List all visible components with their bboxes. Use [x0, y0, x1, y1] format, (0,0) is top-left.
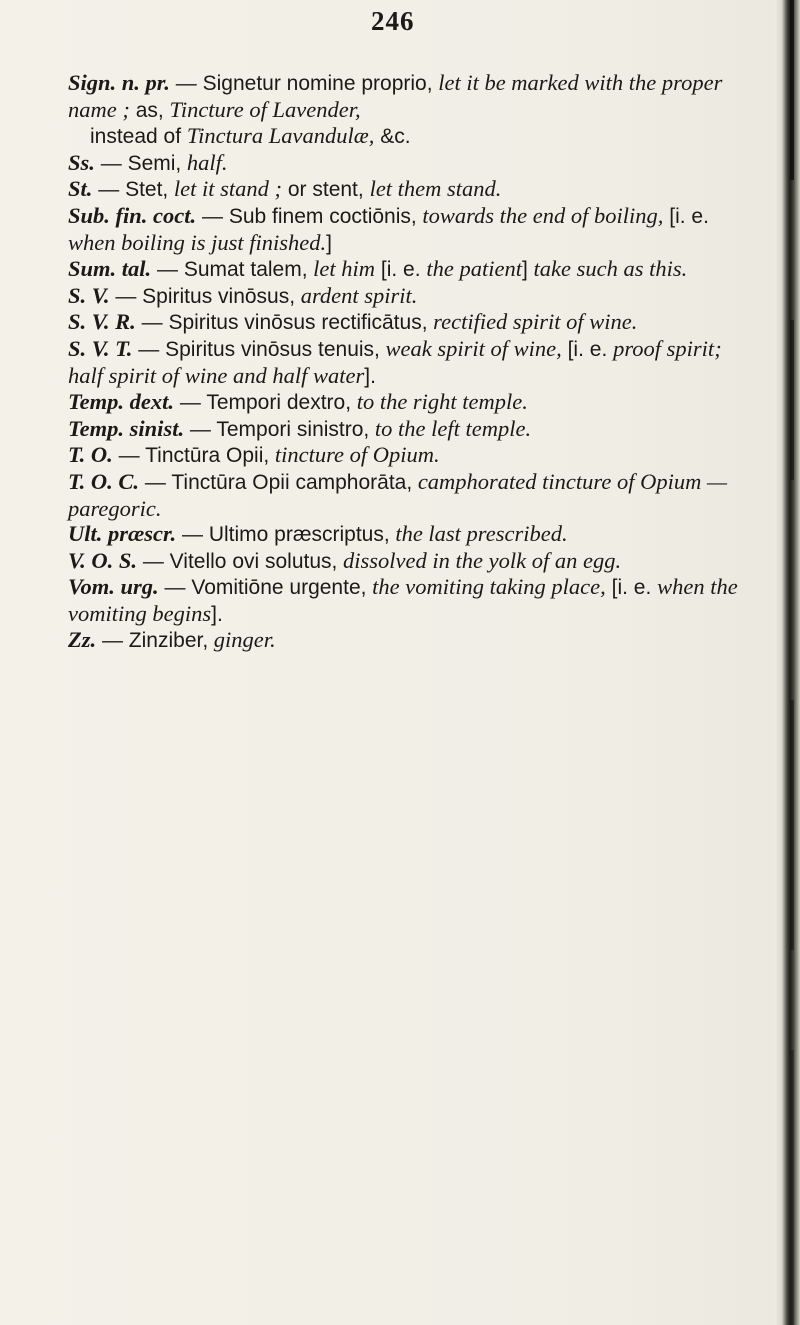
bracket-close: ].: [211, 602, 223, 626]
translation: to the right temple.: [351, 389, 528, 415]
latin-term: Tinctūra Opii,: [145, 444, 270, 468]
latin-term: Ultimo præscriptus,: [208, 523, 390, 547]
translation: ginger.: [208, 627, 276, 653]
list-item: [54, 70, 748, 150]
dash: —: [132, 337, 166, 361]
list-item: [54, 176, 748, 203]
dash: —: [176, 523, 209, 547]
abbreviation: S. V. T.: [68, 335, 133, 361]
translation: half.: [181, 149, 228, 175]
abbreviation: S. V.: [68, 282, 110, 308]
latin-term: Zinziber,: [128, 629, 209, 653]
list-item: [54, 309, 748, 336]
dash: —: [109, 284, 143, 308]
dash: —: [169, 72, 203, 95]
list-item: [54, 521, 748, 548]
abbreviation: Ult. præscr.: [68, 521, 177, 547]
translation: to the left temple.: [369, 415, 532, 441]
bracket-note: the patient: [426, 256, 523, 282]
latin-term: Sub finem coctiōnis,: [228, 204, 417, 228]
dash: —: [139, 470, 172, 494]
latin-term: Vitello ovi solutus,: [169, 549, 338, 573]
list-item: [54, 627, 748, 654]
list-item: [54, 256, 748, 283]
list-item: [54, 150, 748, 177]
abbreviation: S. V. R.: [68, 309, 136, 335]
translation: let it stand ;: [168, 176, 283, 202]
list-item: [54, 416, 748, 443]
abbreviation-list: [68, 70, 748, 654]
edge-band: [790, 700, 794, 950]
dash: —: [151, 258, 184, 282]
dash: —: [137, 549, 170, 573]
list-item: [54, 283, 748, 310]
abbreviation: V. O. S.: [68, 547, 137, 573]
translation: the last prescribed.: [389, 521, 568, 547]
translation-tail: take such as this.: [527, 256, 688, 282]
translation: dissolved in the yolk of an egg.: [337, 547, 622, 573]
dash: —: [174, 391, 207, 415]
abbreviation: Zz.: [68, 627, 97, 653]
abbreviation: T. O.: [68, 442, 113, 468]
abbreviation: T. O. C.: [68, 468, 140, 494]
latin-term: Semi,: [127, 151, 182, 175]
bracket-close: ]: [522, 258, 528, 282]
page-edge-shadow: [774, 0, 800, 1325]
bracket-note: proof spirit; half spirit of wine and half water: [68, 335, 722, 388]
list-item: [54, 442, 748, 469]
translation: tincture of Opium.: [269, 442, 440, 468]
list-item: [54, 574, 748, 627]
bracket-open: [i. e.: [663, 204, 709, 228]
latin-term: Tempori dextro,: [206, 391, 352, 415]
edge-band: [790, 320, 794, 480]
latin-term: Spiritus vinōsus,: [142, 284, 296, 308]
latin-term: Tinctūra Opii camphorāta,: [171, 470, 413, 494]
abbreviation: Temp. sinist.: [68, 415, 185, 441]
list-item: [54, 389, 748, 416]
page-number: 246: [371, 6, 415, 36]
translation: let it be marked with the proper name ;: [68, 70, 723, 122]
bracket-close: ]: [326, 231, 332, 255]
abbreviation: Ss.: [68, 149, 95, 175]
note-italic: let them stand.: [369, 176, 502, 202]
translation: weak spirit of wine,: [379, 335, 562, 361]
note-italic: Tincture of Lavender,: [169, 96, 361, 122]
translation: towards the end of boiling,: [416, 202, 664, 228]
note-text: instead of: [90, 125, 187, 149]
abbreviation: St.: [68, 176, 93, 202]
latin-term: Spiritus vinōsus rectificātus,: [168, 311, 428, 335]
translation: let him: [307, 256, 376, 282]
dash: —: [184, 417, 217, 441]
bracket-open: [i. e.: [375, 258, 427, 282]
latin-term: Sumat talem,: [183, 258, 308, 282]
dash: —: [135, 311, 169, 335]
list-item: [54, 203, 748, 256]
dash: —: [196, 204, 229, 228]
list-item: [54, 336, 748, 389]
latin-term: Signetur nomine proprio,: [202, 72, 433, 95]
abbreviation: Sign. n. pr.: [68, 70, 170, 95]
dash: —: [94, 151, 128, 175]
latin-term: Spiritus vinōsus tenuis,: [165, 337, 380, 361]
note-text: &c.: [374, 125, 411, 149]
abbreviation: Sum. tal.: [68, 256, 152, 282]
note-italic: Tinctura Lavandulæ,: [186, 123, 375, 149]
latin-term: Stet,: [125, 178, 169, 202]
latin-term: Vomitiōne urgente,: [191, 576, 367, 600]
bracket-close: ].: [364, 364, 376, 388]
dash: —: [96, 629, 129, 653]
abbreviation: Vom. urg.: [68, 574, 159, 600]
abbreviation: Sub. fin. coct.: [68, 202, 197, 228]
translation: ardent spirit.: [295, 282, 418, 308]
edge-band: [790, 1050, 794, 1325]
dash: —: [158, 576, 192, 600]
note-text: or stent,: [282, 178, 370, 202]
translation: rectified spirit of wine.: [427, 309, 638, 335]
edge-band: [790, 0, 794, 180]
list-item: [54, 548, 748, 575]
abbreviation: Temp. dext.: [68, 389, 175, 415]
bracket-note: when boiling is just finished.: [68, 229, 327, 255]
note-text: as,: [129, 98, 170, 122]
bracket-open: [i. e.: [605, 576, 658, 600]
bracket-note: when the vomiting begins: [68, 574, 738, 626]
bracket-open: [i. e.: [561, 337, 614, 361]
dash: —: [92, 178, 126, 202]
latin-term: Tempori sinistro,: [216, 417, 370, 441]
translation: the vomiting taking place,: [366, 574, 606, 600]
list-item: [54, 469, 748, 521]
dash: —: [112, 444, 146, 468]
translation: camphorated tincture of Opium — paregoric.: [68, 468, 727, 521]
